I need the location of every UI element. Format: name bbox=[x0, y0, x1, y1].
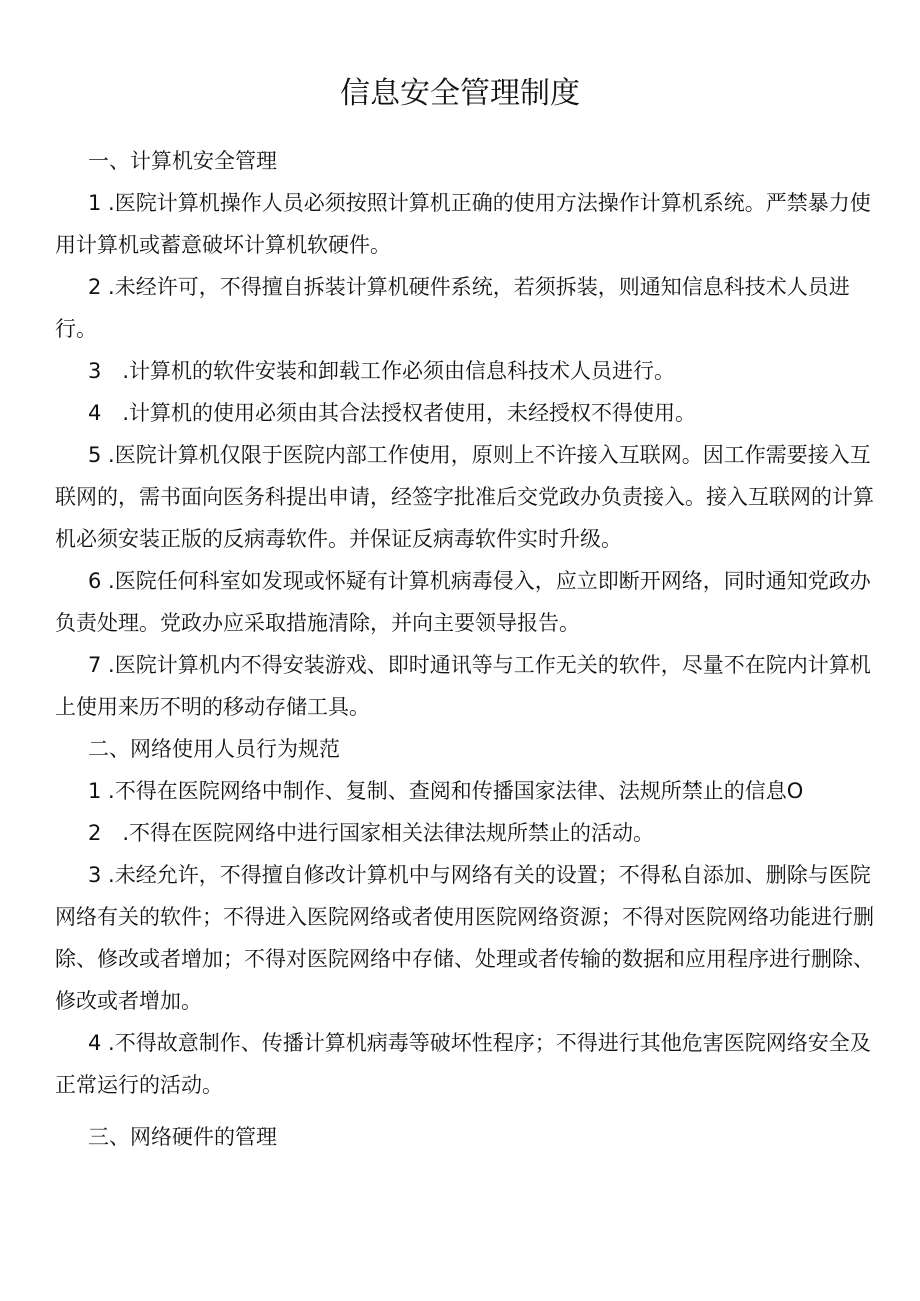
document-body bbox=[55, 140, 875, 1158]
paragraph: 2 .未经许可，不得擅自拆装计算机硬件系统，若须拆装，则通知信息科技术人员进行。 bbox=[55, 275, 850, 341]
section-heading: 一、计算机安全管理 bbox=[88, 149, 277, 173]
paragraph: 3 .未经允许，不得擅自修改计算机中与网络有关的设置；不得私自添加、删除与医院网络有关的软件；不得进入医院网络或者使用医院网络资源；不得对医院网络功能进行删除、修改或者增加；不得对医院网络中存储、处理或者传输的数据和应用程序进行删除、修改或者增加。 bbox=[55, 863, 874, 1013]
paragraph: 7 .医院计算机内不得安装游戏、即时通讯等与工作无关的软件，尽量不在院内计算机上使用来历不明的移动存储工具。 bbox=[55, 653, 871, 719]
paragraph: 3 .计算机的软件安装和卸载工作必须由信息科技术人员进行。 bbox=[88, 359, 676, 383]
paragraph: 6 .医院任何科室如发现或怀疑有计算机病毒侵入，应立即断开网络，同时通知党政办负责处理。党政办应采取措施清除，并向主要领导报告。 bbox=[55, 569, 871, 635]
paragraph: 4 .计算机的使用必须由其合法授权者使用，未经授权不得使用。 bbox=[88, 401, 697, 425]
paragraph: 1 .医院计算机操作人员必须按照计算机正确的使用方法操作计算机系统。严禁暴力使用计算机或蓄意破坏计算机软硬件。 bbox=[55, 191, 871, 257]
paragraph: 1 .不得在医院网络中制作、复制、查阅和传播国家法律、法规所禁止的信息O bbox=[88, 779, 804, 803]
paragraph: 5 .医院计算机仅限于医院内部工作使用，原则上不许接入互联网。因工作需要接入互联网的，需书面向医务科提出申请，经签字批准后交党政办负责接入。接入互联网的计算机必须安装正版的反病毒软件。并保证反病毒软件实时升级。 bbox=[55, 443, 874, 551]
paragraph: 4 .不得故意制作、传播计算机病毒等破坏性程序；不得进行其他危害医院网络安全及正常运行的活动。 bbox=[55, 1031, 871, 1097]
section-heading: 三、网络硬件的管理 bbox=[88, 1125, 277, 1149]
section-heading: 二、网络使用人员行为规范 bbox=[88, 737, 340, 761]
document-title: 信息安全管理制度 bbox=[340, 76, 580, 111]
paragraph: 2 .不得在医院网络中进行国家相关法律法规所禁止的活动。 bbox=[88, 821, 655, 845]
